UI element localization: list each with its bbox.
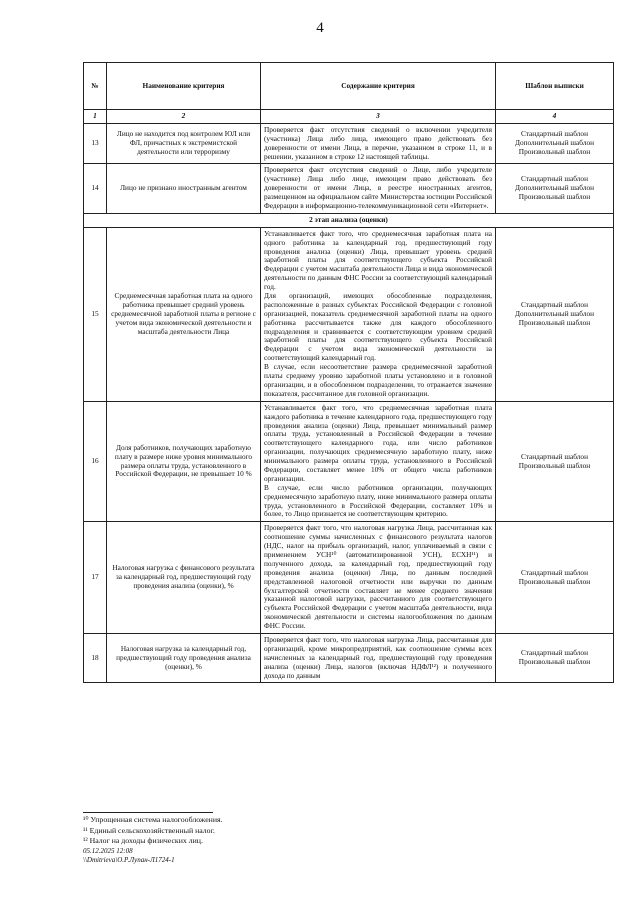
footnotes — [83, 815, 223, 865]
page-number: 4 — [316, 20, 324, 36]
header-criterion-name: Наименование критерия — [107, 63, 261, 110]
template-cell — [496, 633, 614, 682]
template-name: Произвольный шаблон — [518, 147, 591, 157]
template-name: Стандартный шаблон — [520, 174, 588, 184]
row-number: 13 — [84, 123, 107, 164]
content-paragraph: В случае, если число работников организации, получающих среднемесячную заработную плату, ниже минимального размера оплаты труда, установленного в Российской Федерации, составляет 10% и более, то Лицо признается не соответствующим критерию. — [264, 482, 492, 519]
table-row — [84, 633, 614, 682]
stamp-signature: \\Dmitrieva\О.Р.Лупан-Л1724-1 — [83, 855, 175, 864]
row-number: 14 — [84, 164, 107, 213]
criterion-name: Доля работников, получающих заработную плату в размере ниже уровня минимального размера оплаты труда, установленного в Российской Федерации, не превышает 10 % — [107, 401, 261, 522]
criterion-name: Налоговая нагрузка с финансового результата за календарный год, предшествующий году проведения анализа (оценки), % — [107, 522, 261, 634]
stamp-datetime: 05.12.2025 12:08 — [83, 846, 133, 855]
column-number: 2 — [107, 110, 261, 124]
row-number: 18 — [84, 633, 107, 682]
content-paragraph: В случае, если несоответствие размера среднемесячной заработной платы среднему уровню заработной платы установлено и в головной организации, и в обособленном подразделении, то отражается значение показателя, рассчитанное для головной организации. — [264, 362, 492, 398]
stage-title: 2 этап анализа (оценки) — [84, 213, 614, 227]
column-number: 4 — [496, 110, 614, 124]
stage-row — [84, 213, 614, 227]
criterion-name: Среднемесячная заработная плата на одного работника превышает средний уровень среднемесячной заработной платы в регионе с учетом вида экономической деятельности и масштаба деятельности Лица — [107, 227, 261, 401]
criterion-name: Лицо не находится под контролем ЮЛ или ФЛ, причастных к экстремистской деятельности или терроризму — [107, 123, 261, 164]
template-name: Произвольный шаблон — [518, 657, 591, 667]
template-name: Произвольный шаблон — [518, 317, 591, 327]
footnote: ¹¹ Единый сельскохозяйственный налог. — [83, 825, 215, 835]
table-row — [84, 522, 614, 634]
template-name: Произвольный шаблон — [518, 460, 591, 470]
column-number-row — [84, 110, 614, 124]
table-row — [84, 401, 614, 522]
footnote-divider — [83, 812, 213, 813]
criterion-content — [261, 227, 496, 401]
criterion-content — [261, 164, 496, 213]
footnote: ¹² Налог на доходы физических лиц. — [83, 836, 203, 846]
table-row — [84, 164, 614, 213]
template-name: Дополнительный шаблон — [514, 183, 595, 193]
template-name: Стандартный шаблон — [520, 129, 588, 139]
template-cell — [496, 123, 614, 164]
content-paragraph: Устанавливается факт того, что среднемесячная заработная плата на одного работника за календарный год, предшествующий году проведения анализа (оценки) Лица, превышает уровень средней заработной платы для соответствующего субъекта Российской Федерации с учетом масштаба деятельности Лица и вида экономической деятельности по данным ФНС России за соответствующий календарный год. — [264, 228, 492, 292]
template-name: Дополнительный шаблон — [514, 138, 595, 148]
content-paragraph: Проверяется факт того, что налоговая нагрузка Лица, рассчитанная как соотношение суммы начисленных с финансового результата налогов (НДС, налог на прибыль организаций, налог, уплачиваемый в связи с применением УСН¹⁰ (автоматизированной УСН), ЕСХН¹¹) и полученного дохода, за календарный год, предшествующий году проведения анализа (оценки) Лица, по данным последней представленной налоговой отчетности или выручки по данным бухгалтерской отчетности составляет не менее среднего значения указанной налоговой нагрузки, рассчитанного для соответствующего субъекта Российской Федерации с учетом масштаба деятельности, вида экономической деятельности и системы налогообложения по данным ФНС России. — [264, 523, 492, 631]
row-number: 15 — [84, 227, 107, 401]
template-name: Стандартный шаблон — [520, 567, 588, 577]
criterion-name: Налоговая нагрузка за календарный год, предшествующий году проведения анализа (оценки), % — [107, 633, 261, 682]
row-number: 16 — [84, 401, 107, 522]
content-paragraph: Проверяется факт того, что налоговая нагрузка Лица, рассчитанная для организаций, кроме микропредприятий, как соотношение суммы всех начисленных за календарный год, предшествующий году проведения анализа (оценки) Лица, налогов (включая НДФЛ¹²) и полученного дохода по данным — [264, 634, 492, 680]
template-name: Произвольный шаблон — [518, 192, 591, 202]
table-row — [84, 123, 614, 164]
template-cell — [496, 401, 614, 522]
criterion-content — [261, 633, 496, 682]
template-name: Стандартный шаблон — [520, 451, 588, 461]
template-cell — [496, 164, 614, 213]
footnote: ¹⁰ Упрощенная система налогообложения. — [83, 815, 223, 824]
template-cell — [496, 522, 614, 634]
table-header-row — [84, 63, 614, 110]
template-cell — [496, 227, 614, 401]
criteria-table — [83, 62, 614, 683]
template-name: Дополнительный шаблон — [514, 308, 595, 318]
content-paragraph: Проверяется факт отсутствия сведений о Лице, либо учредителе (участнике) Лица либо лице, имеющем право действовать без доверенности от имени Лица, в реестре иностранных агентов, размещенном на официальном сайте Министерства юстиции Российской Федерации в информационно-телекоммуникационной сети «Интернет». — [264, 165, 492, 211]
template-name: Произвольный шаблон — [518, 576, 591, 586]
header-criterion-content: Содержание критерия — [261, 63, 496, 110]
content-paragraph: Проверяется факт отсутствия сведений о включении учредителя (участника) Лица либо лица, имеющего право действовать без доверенности от имени Лица, в перечне, указанном в строке 11, и в решении, указанном в строке 12 настоящей таблицы. — [264, 124, 492, 161]
content-paragraph: Устанавливается факт того, что среднемесячная заработная плата каждого работника в течение календарного года, предшествующего году проведения анализа (оценки) Лица, превышает минимальный размер оплаты труда, установленный в Российской Федерации в течение соответствующего календарного года, или число работников организации, получающих среднемесячную заработную плату, ниже минимального размера оплаты труда, установленного в Российской Федерации, составляет менее 10% от общего числа работников организации. — [264, 402, 492, 483]
criterion-content — [261, 123, 496, 164]
criterion-name: Лицо не признано иностранным агентом — [107, 164, 261, 213]
criterion-content — [261, 401, 496, 522]
template-name: Стандартный шаблон — [520, 299, 588, 309]
header-number: № — [84, 63, 107, 110]
template-name: Стандартный шаблон — [520, 648, 588, 658]
column-number: 1 — [84, 110, 107, 124]
column-number: 3 — [261, 110, 496, 124]
content-paragraph: Для организаций, имеющих обособленные подразделения, расположенные в разных субъектах Российской Федерации с головной организацией, показатель среднемесячной заработной платы на одного работника рассчитывается также для каждого обособленного подразделения и сравнивается с соответствующим уровнем средней заработной платы для соответствующего субъекта Российской Федерации с учетом вида экономической деятельности за соответствующий календарный год. — [264, 291, 492, 363]
header-template: Шаблон выписки — [496, 63, 614, 110]
criterion-content — [261, 522, 496, 634]
table-row — [84, 227, 614, 401]
row-number: 17 — [84, 522, 107, 634]
